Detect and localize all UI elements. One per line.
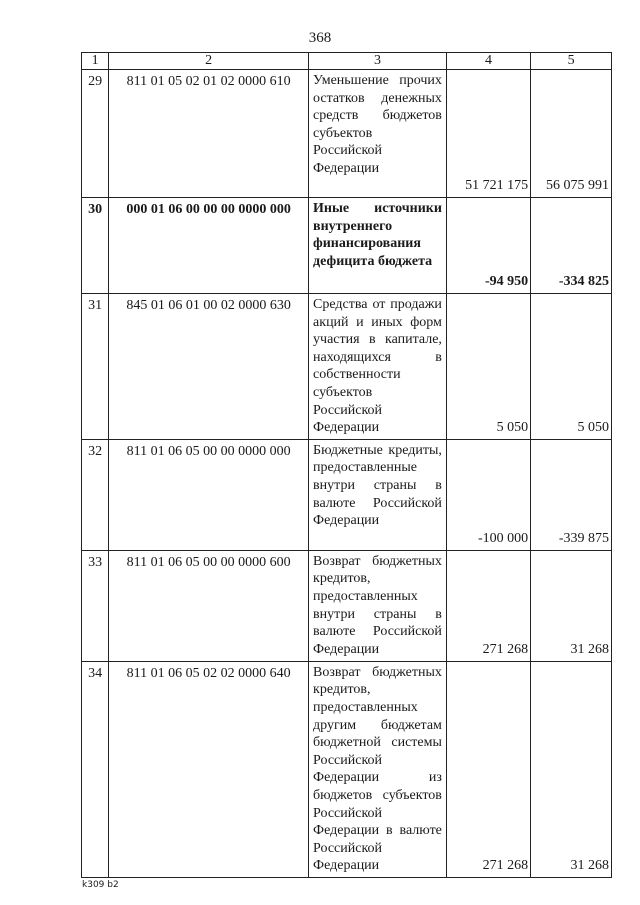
column-header-4: 4 <box>446 53 530 70</box>
budget-code: 845 01 06 01 00 02 0000 630 <box>109 294 309 440</box>
column-header-2: 2 <box>109 53 309 70</box>
table-row <box>82 439 612 550</box>
page-number: 368 <box>308 30 332 46</box>
row-number: 34 <box>82 661 109 877</box>
table-header-row <box>82 53 612 70</box>
source-name: Средства от продажи акций и иных форм участия в капитале, находящихся в собственности субъектов Российской Федерации <box>309 294 447 440</box>
value-col5: 31 268 <box>531 550 612 661</box>
value-col4: -100 000 <box>446 439 530 550</box>
value-col4: 51 721 175 <box>446 70 530 198</box>
footer-code: k309 b2 <box>82 880 119 890</box>
value-col5: -339 875 <box>531 439 612 550</box>
column-header-1: 1 <box>82 53 109 70</box>
table-row <box>82 550 612 661</box>
value-col4: 271 268 <box>446 550 530 661</box>
source-name: Бюджетные кредиты, предоставленные внутри страны в валюте Российской Федерации <box>309 439 447 550</box>
source-name: Иные источники внутреннего финансирования дефицита бюджета <box>309 198 447 294</box>
value-col4: 5 050 <box>446 294 530 440</box>
budget-code: 811 01 05 02 01 02 0000 610 <box>109 70 309 198</box>
value-col4: 271 268 <box>446 661 530 877</box>
value-col5: 5 050 <box>531 294 612 440</box>
row-number: 29 <box>82 70 109 198</box>
source-name: Уменьшение прочих остатков денежных средств бюджетов субъектов Российской Федерации <box>309 70 447 198</box>
budget-code: 811 01 06 05 02 02 0000 640 <box>109 661 309 877</box>
budget-code: 811 01 06 05 00 00 0000 000 <box>109 439 309 550</box>
row-number: 31 <box>82 294 109 440</box>
column-header-5: 5 <box>531 53 612 70</box>
row-number: 30 <box>82 198 109 294</box>
budget-code: 811 01 06 05 00 00 0000 600 <box>109 550 309 661</box>
table-row <box>82 294 612 440</box>
table-row <box>82 198 612 294</box>
value-col5: 31 268 <box>531 661 612 877</box>
row-number: 33 <box>82 550 109 661</box>
budget-code: 000 01 06 00 00 00 0000 000 <box>109 198 309 294</box>
column-header-3: 3 <box>309 53 447 70</box>
table-row <box>82 661 612 877</box>
table-row <box>82 70 612 198</box>
value-col5: -334 825 <box>531 198 612 294</box>
budget-sources-table <box>81 52 612 878</box>
source-name: Возврат бюджетных кредитов, предоставленных внутри страны в валюте Российской Федерации <box>309 550 447 661</box>
value-col4: -94 950 <box>446 198 530 294</box>
row-number: 32 <box>82 439 109 550</box>
source-name: Возврат бюджетных кредитов, предоставленных другим бюджетам бюджетной системы Российской Федерации из бюджетов субъектов Российской Федерации в валюте Российской Федерации <box>309 661 447 877</box>
value-col5: 56 075 991 <box>531 70 612 198</box>
